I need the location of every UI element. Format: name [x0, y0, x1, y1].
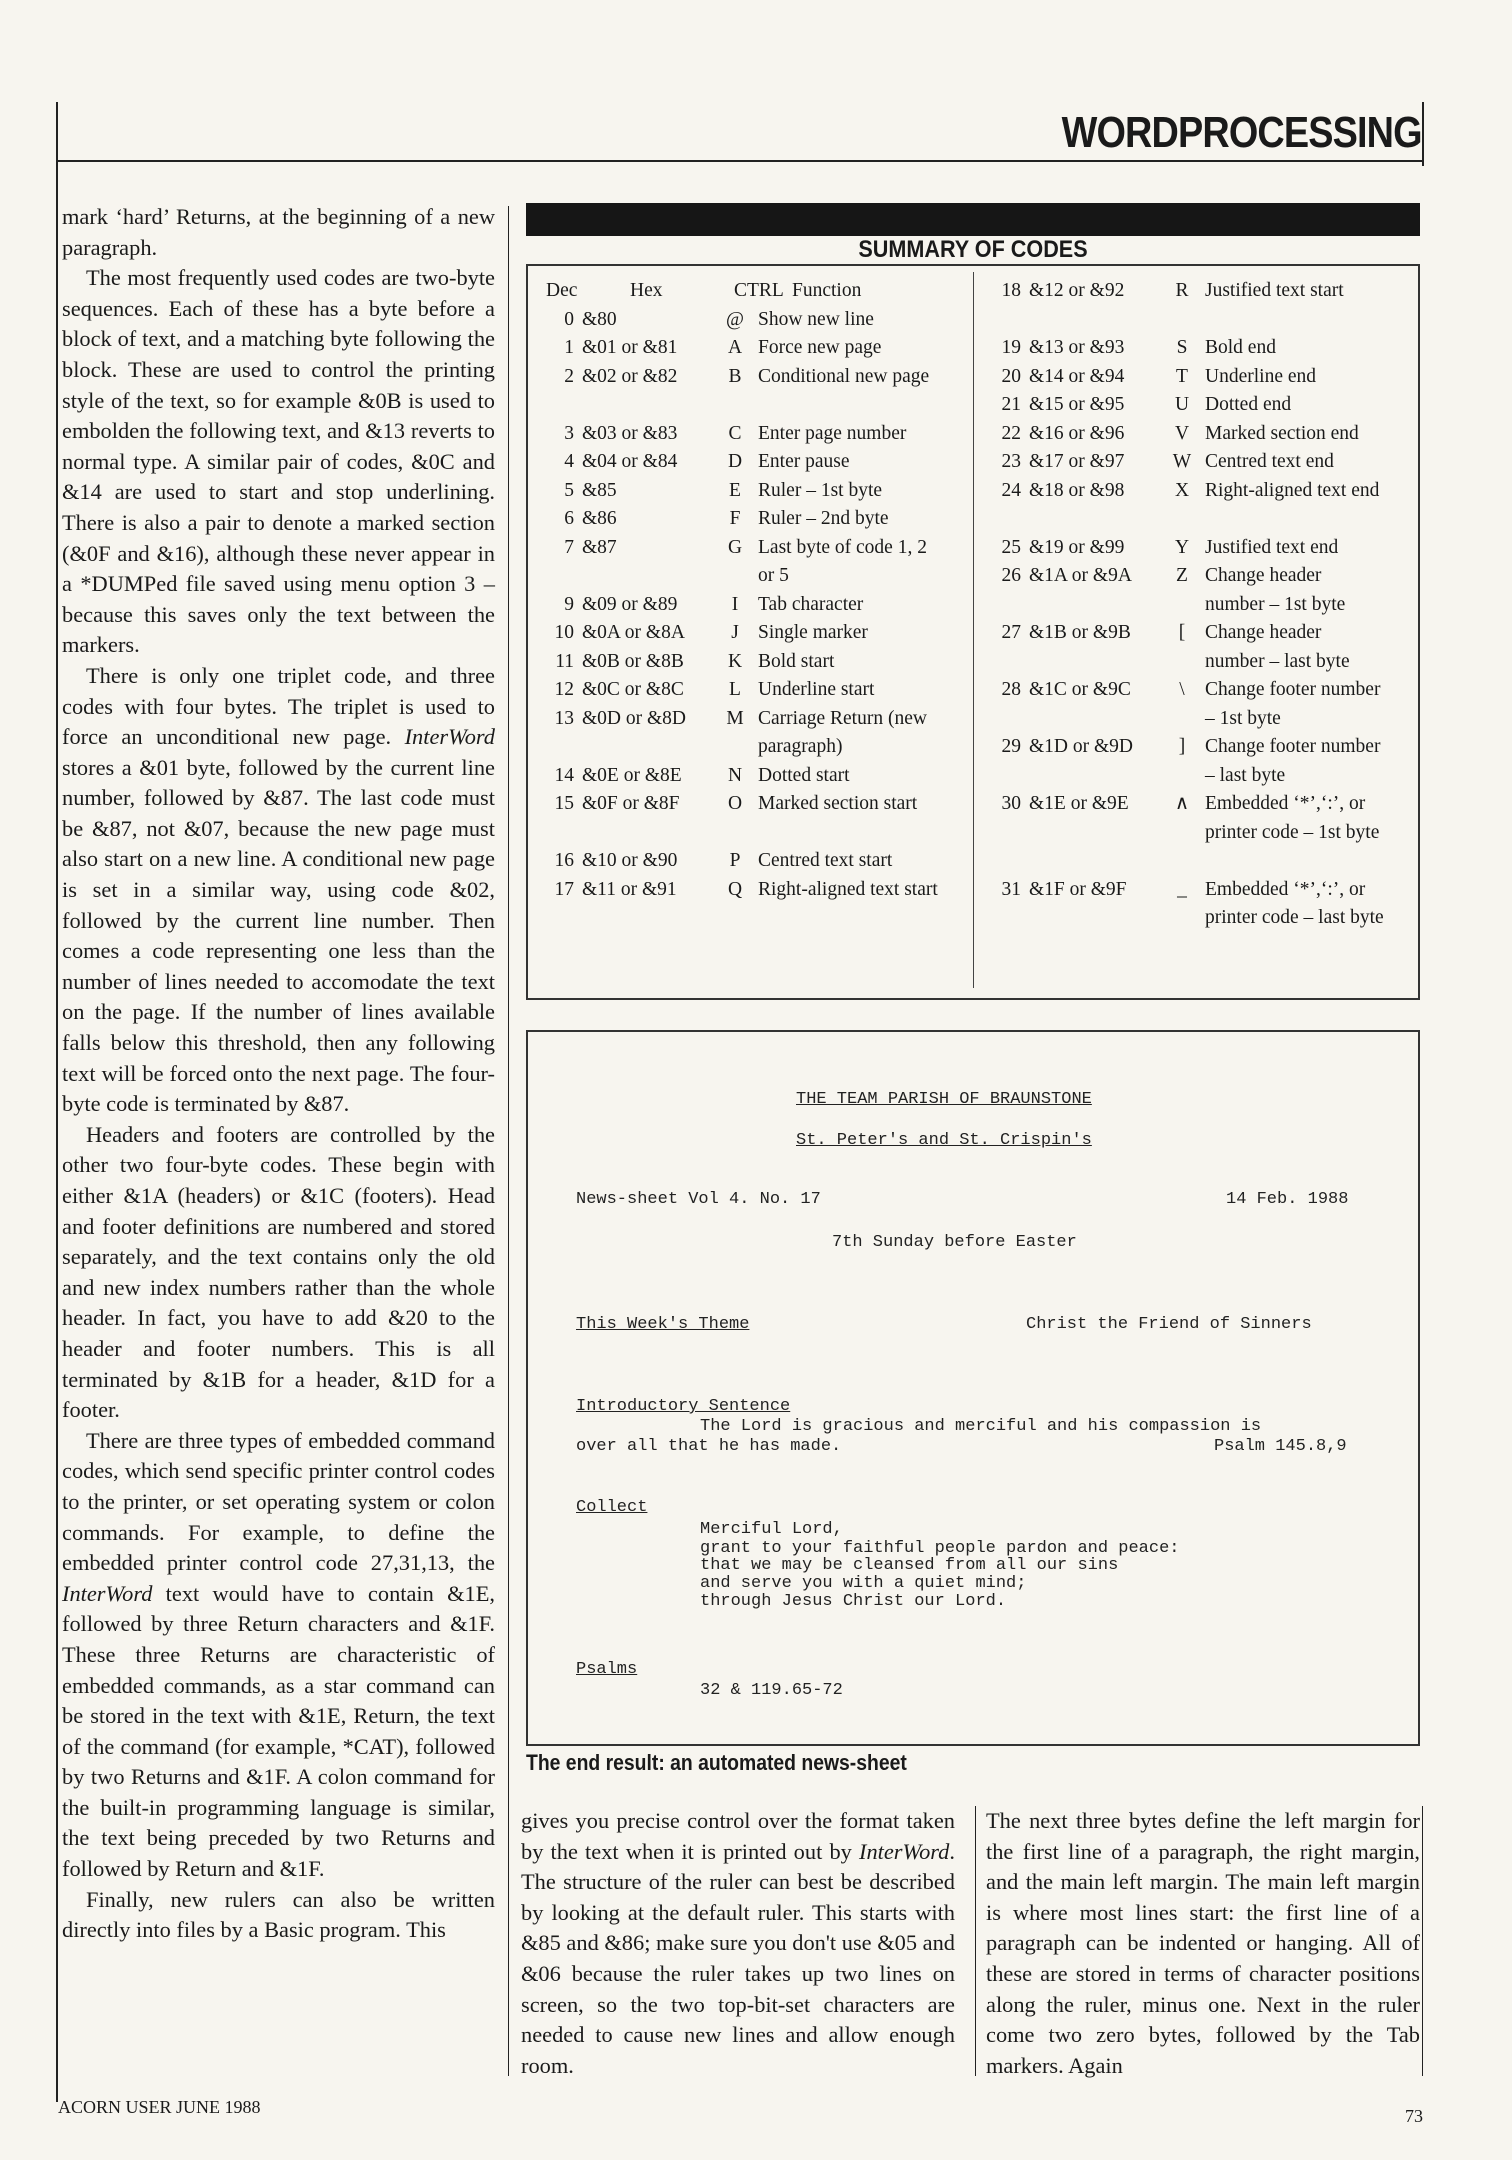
code-dec: 0	[564, 308, 574, 330]
code-dec: 4	[564, 451, 574, 472]
psalms-text: 32 & 119.65-72	[700, 1681, 843, 1700]
code-ctrl: O	[727, 793, 743, 814]
code-hex: &19 or &99	[1029, 536, 1125, 558]
left-paragraph: The most frequently used codes are two-byte sequences. Each of these has a byte before a block of text, and a matching byte following the block. These are used to control the printing style of the text, so for example &0B is used to embolden the following text, and &13 reverts to normal type. A similar pair of codes, &0C and &14 are used to start and stop underlining. There is also a pair to denote a marked section (&0F and &16), although these never appear in a *DUMPed file saved using menu option 3 – because this saves only the text between the markers.	[62, 265, 495, 658]
figure-caption: The end result: an automated news-sheet	[526, 1750, 907, 1775]
news-date: 14 Feb. 1988	[1226, 1190, 1349, 1209]
code-dec: 28	[1001, 679, 1021, 700]
header-ctrl: CTRL	[734, 280, 784, 301]
left-frame-rule	[56, 102, 58, 2102]
code-ctrl: L	[729, 679, 741, 700]
code-ctrl: N	[727, 764, 743, 786]
code-ctrl: ∧	[1174, 793, 1190, 814]
news-volume: News-sheet Vol 4. No. 17	[576, 1190, 821, 1209]
right-frame-rule	[1422, 102, 1424, 166]
middle-column-divider	[975, 1806, 976, 2076]
code-hex: &0C or &8C	[582, 679, 684, 700]
code-dec: 23	[1001, 451, 1021, 472]
code-ctrl: P	[729, 850, 741, 871]
collect-line-1: Merciful Lord,	[700, 1520, 843, 1539]
code-ctrl: ]	[1178, 736, 1186, 757]
code-hex: &16 or &96	[1029, 422, 1125, 444]
code-function: Justified text end	[1205, 536, 1339, 558]
code-ctrl: U	[1174, 394, 1190, 415]
code-function: Right-aligned text start	[758, 878, 938, 900]
theme-label: This Week's Theme	[576, 1315, 750, 1334]
code-hex: &01 or &81	[582, 337, 678, 358]
code-ctrl: R	[1175, 280, 1189, 301]
code-hex: &1A or &9A	[1029, 565, 1132, 586]
code-ctrl: _	[1177, 878, 1187, 900]
intro-line-2: over all that he has made.	[576, 1437, 842, 1456]
news-sheet	[526, 1030, 1420, 1746]
left-paragraph: Finally, new rulers can also be written directly into files by a Basic program. This	[62, 1886, 495, 1943]
code-ctrl: C	[728, 422, 742, 444]
code-function: Show new line	[758, 308, 874, 330]
code-hex: &09 or &89	[582, 593, 678, 615]
page-number: 73	[1405, 2106, 1423, 2126]
left-paragraph: Headers and footers are controlled by the other two four-byte codes. These begin with either &1A (headers) or &1C (footers). Head and footer definitions are numbered and stored separately, and the text contains only the old and new index numbers rather than the whole header. In fact, you have to add &20 to the header and footer numbers. This is all terminated by &1B for a header, &1D for a footer.	[62, 1121, 495, 1423]
code-function: Enter pause	[758, 451, 850, 472]
code-dec: 29	[1001, 736, 1021, 757]
code-hex: &86	[582, 508, 617, 529]
intro-label: Introductory Sentence	[576, 1397, 791, 1416]
left-column-divider	[508, 206, 509, 2076]
code-function: Ruler – 1st byte	[758, 479, 883, 501]
code-dec: 20	[1001, 365, 1021, 387]
code-hex: &10 or &90	[582, 850, 678, 871]
code-dec: 10	[554, 622, 574, 643]
code-hex: &04 or &84	[582, 451, 678, 472]
code-hex: &1D or &9D	[1029, 736, 1133, 757]
news-subtitle: St. Peter's and St. Crispin's	[796, 1131, 1092, 1150]
code-dec: 17	[554, 878, 574, 900]
code-ctrl: I	[731, 593, 739, 615]
code-dec: 31	[1001, 878, 1021, 900]
news-title: THE TEAM PARISH OF BRAUNSTONE	[796, 1090, 1092, 1109]
code-function: Marked section end	[1205, 422, 1359, 444]
code-dec: 30	[1001, 793, 1021, 814]
intro-line-1: The Lord is gracious and merciful and his compassion is	[700, 1417, 1262, 1436]
code-ctrl: G	[727, 536, 743, 558]
code-hex: &12 or &92	[1029, 280, 1125, 301]
middle-text-column	[521, 1806, 955, 2081]
code-ctrl: B	[728, 365, 742, 387]
code-function: Ruler – 2nd byte	[758, 508, 889, 529]
code-ctrl: F	[729, 508, 741, 529]
code-dec: 5	[564, 479, 574, 501]
right-paragraph: The next three bytes define the left margin for the first line of a paragraph, the right margin, and the main left margin. The main left margin is where most lines start: the first line of a paragraph can be indented or hanging. All of these are stored in terms of character positions along the ruler, minus one. Next in the ruler come two zero bytes, followed by the Tab markers. Again	[986, 1808, 1420, 2078]
code-dec: 22	[1001, 422, 1021, 444]
header-rule	[56, 160, 1424, 162]
code-hex: &14 or &94	[1029, 365, 1125, 387]
code-ctrl: Y	[1174, 536, 1190, 558]
code-function: Carriage Return (new paragraph)	[758, 707, 927, 757]
code-dec: 14	[554, 764, 574, 786]
code-function: Force new page	[758, 337, 882, 358]
header-dec: Dec	[546, 280, 578, 301]
code-function: Right-aligned text end	[1205, 479, 1380, 501]
code-function: Change footer number – last byte	[1205, 736, 1381, 786]
collect-line-5: through Jesus Christ our Lord.	[700, 1592, 1007, 1611]
code-dec: 19	[1001, 337, 1021, 358]
code-dec: 27	[1001, 622, 1021, 643]
code-hex: &0B or &8B	[582, 650, 684, 672]
code-function: Enter page number	[758, 422, 907, 444]
left-text-column	[62, 202, 495, 1946]
code-dec: 13	[554, 707, 574, 729]
code-dec: 11	[555, 650, 574, 672]
code-hex: &18 or &98	[1029, 479, 1125, 501]
code-function: Marked section start	[758, 793, 918, 814]
code-function: Single marker	[758, 622, 868, 643]
news-sunday: 7th Sunday before Easter	[832, 1233, 1077, 1252]
code-ctrl: D	[727, 451, 743, 472]
code-ctrl: @	[726, 308, 744, 330]
code-dec: 16	[554, 850, 574, 871]
code-hex: &1E or &9E	[1029, 793, 1129, 814]
theme-text: Christ the Friend of Sinners	[1026, 1315, 1312, 1334]
code-hex: &02 or &82	[582, 365, 678, 387]
psalms-label: Psalms	[576, 1660, 638, 1679]
code-hex: &1C or &9C	[1029, 679, 1131, 700]
code-function: Last byte of code 1, 2 or 5	[758, 536, 927, 586]
code-ctrl: X	[1174, 479, 1190, 501]
code-hex: &03 or &83	[582, 422, 678, 444]
code-hex: &15 or &95	[1029, 394, 1125, 415]
code-function: Embedded ‘*’,‘:’, or printer code – last byte	[1205, 878, 1384, 928]
code-function: Centred text end	[1205, 451, 1334, 472]
code-hex: &11 or &91	[582, 878, 677, 900]
code-ctrl: E	[729, 479, 741, 501]
code-ctrl: Q	[727, 878, 743, 900]
middle-paragraph: gives you precise control over the format taken by the text when it is printed out by InterWord. The structure of the ruler can best be described by looking at the default ruler. This starts with &85 and &86; make sure you don't use &05 and &06 because the ruler takes up two lines on screen, so the two top-bit-set characters are needed to cause new lines and allow enough room.	[521, 1808, 955, 2078]
right-column-border	[1422, 1806, 1423, 2076]
code-function: Dotted end	[1205, 394, 1292, 415]
code-dec: 9	[564, 593, 574, 615]
section-title: WORDPROCESSING	[1061, 108, 1422, 157]
code-ctrl: \	[1179, 679, 1185, 700]
code-ctrl: V	[1174, 422, 1190, 444]
code-function: Tab character	[758, 593, 864, 615]
code-dec: 2	[564, 365, 574, 387]
code-hex: &0D or &8D	[582, 707, 686, 729]
right-text-column	[986, 1806, 1420, 2081]
left-paragraph: There is only one triplet code, and three codes with four bytes. The triplet is used to force an unconditional new page. InterWord stores a &01 byte, followed by the current line number, followed by &87. The last code must be &87, not &07, because the new page must also start on a new line. A conditional new page is set in a similar way, using code &02, followed by the current line number. Then comes a code representing one less than the number of lines needed to accomodate the text on the page. If the number of lines available falls below this threshold, then any following text will be forced onto the next page. The four-byte code is terminated by &87.	[62, 662, 495, 1117]
code-function: Underline end	[1205, 365, 1317, 387]
intro-ref: Psalm 145.8,9	[1214, 1437, 1347, 1456]
code-function: Dotted start	[758, 764, 850, 786]
code-ctrl: K	[727, 650, 743, 672]
code-dec: 6	[564, 508, 574, 529]
code-function: Bold start	[758, 650, 835, 672]
collect-line-3: that we may be cleansed from all our sins	[700, 1556, 1119, 1575]
code-function: Change footer number – 1st byte	[1205, 679, 1381, 729]
code-function: Embedded ‘*’,‘:’, or printer code – 1st byte	[1205, 793, 1380, 843]
code-hex: &80	[582, 308, 617, 330]
collect-line-4: and serve you with a quiet mind;	[700, 1574, 1027, 1593]
code-ctrl: M	[726, 707, 744, 729]
code-function: Justified text start	[1205, 280, 1344, 301]
code-hex: &17 or &97	[1029, 451, 1125, 472]
header-function: Function	[792, 280, 862, 301]
code-function: Change header number – last byte	[1205, 622, 1350, 672]
code-ctrl: W	[1172, 451, 1192, 472]
left-paragraph: mark ‘hard’ Returns, at the beginning of a new paragraph.	[62, 204, 495, 260]
code-function: Underline start	[758, 679, 875, 700]
code-dec: 12	[554, 679, 574, 700]
code-ctrl: A	[727, 337, 743, 358]
code-hex: &1F or &9F	[1029, 878, 1127, 900]
code-dec: 21	[1001, 394, 1021, 415]
code-dec: 24	[1001, 479, 1021, 501]
code-ctrl: [	[1178, 622, 1186, 643]
code-ctrl: Z	[1176, 565, 1188, 586]
header-hex: Hex	[630, 280, 663, 301]
code-dec: 3	[564, 422, 574, 444]
collect-label: Collect	[576, 1498, 648, 1517]
code-function: Bold end	[1205, 337, 1276, 358]
code-dec: 7	[564, 536, 574, 558]
codes-table	[526, 264, 1420, 1000]
code-hex: &87	[582, 536, 617, 558]
code-dec: 26	[1001, 565, 1021, 586]
code-dec: 15	[554, 793, 574, 814]
code-ctrl: S	[1176, 337, 1188, 358]
code-hex: &0A or &8A	[582, 622, 685, 643]
code-dec: 18	[1001, 280, 1021, 301]
code-function: Change header number – 1st byte	[1205, 565, 1346, 615]
code-ctrl: T	[1176, 365, 1188, 387]
summary-title: SUMMARY OF CODES	[858, 236, 1088, 263]
code-hex: &0F or &8F	[582, 793, 680, 814]
code-hex: &1B or &9B	[1029, 622, 1131, 643]
code-dec: 25	[1001, 536, 1021, 558]
codes-table-divider	[973, 272, 974, 988]
code-dec: 1	[564, 337, 574, 358]
code-function: Centred text start	[758, 850, 893, 871]
collect-line-2: grant to your faithful people pardon and peace:	[700, 1539, 1180, 1558]
summary-title-bar	[526, 203, 1420, 236]
code-function: Conditional new page	[758, 365, 930, 387]
code-ctrl: J	[731, 622, 739, 643]
code-hex: &13 or &93	[1029, 337, 1125, 358]
code-hex: &85	[582, 479, 617, 501]
code-hex: &0E or &8E	[582, 764, 682, 786]
left-paragraph: There are three types of embedded command codes, which send specific printer control codes to the printer, or set operating system or colon commands. For example, to define the embedded printer control code 27,31,13, the InterWord text would have to contain &1E, followed by three Return characters and &1F. These three Returns are characteristic of embedded commands, as a star command can be stored in the text with &1E, Return, the text of the command (for example, *CAT), followed by two Returns and &1F. A colon command for the built-in programming language is similar, the text being preceded by two Returns and followed by Return and &1F.	[62, 1427, 495, 1882]
magazine-footer: ACORN USER JUNE 1988	[58, 2097, 261, 2117]
